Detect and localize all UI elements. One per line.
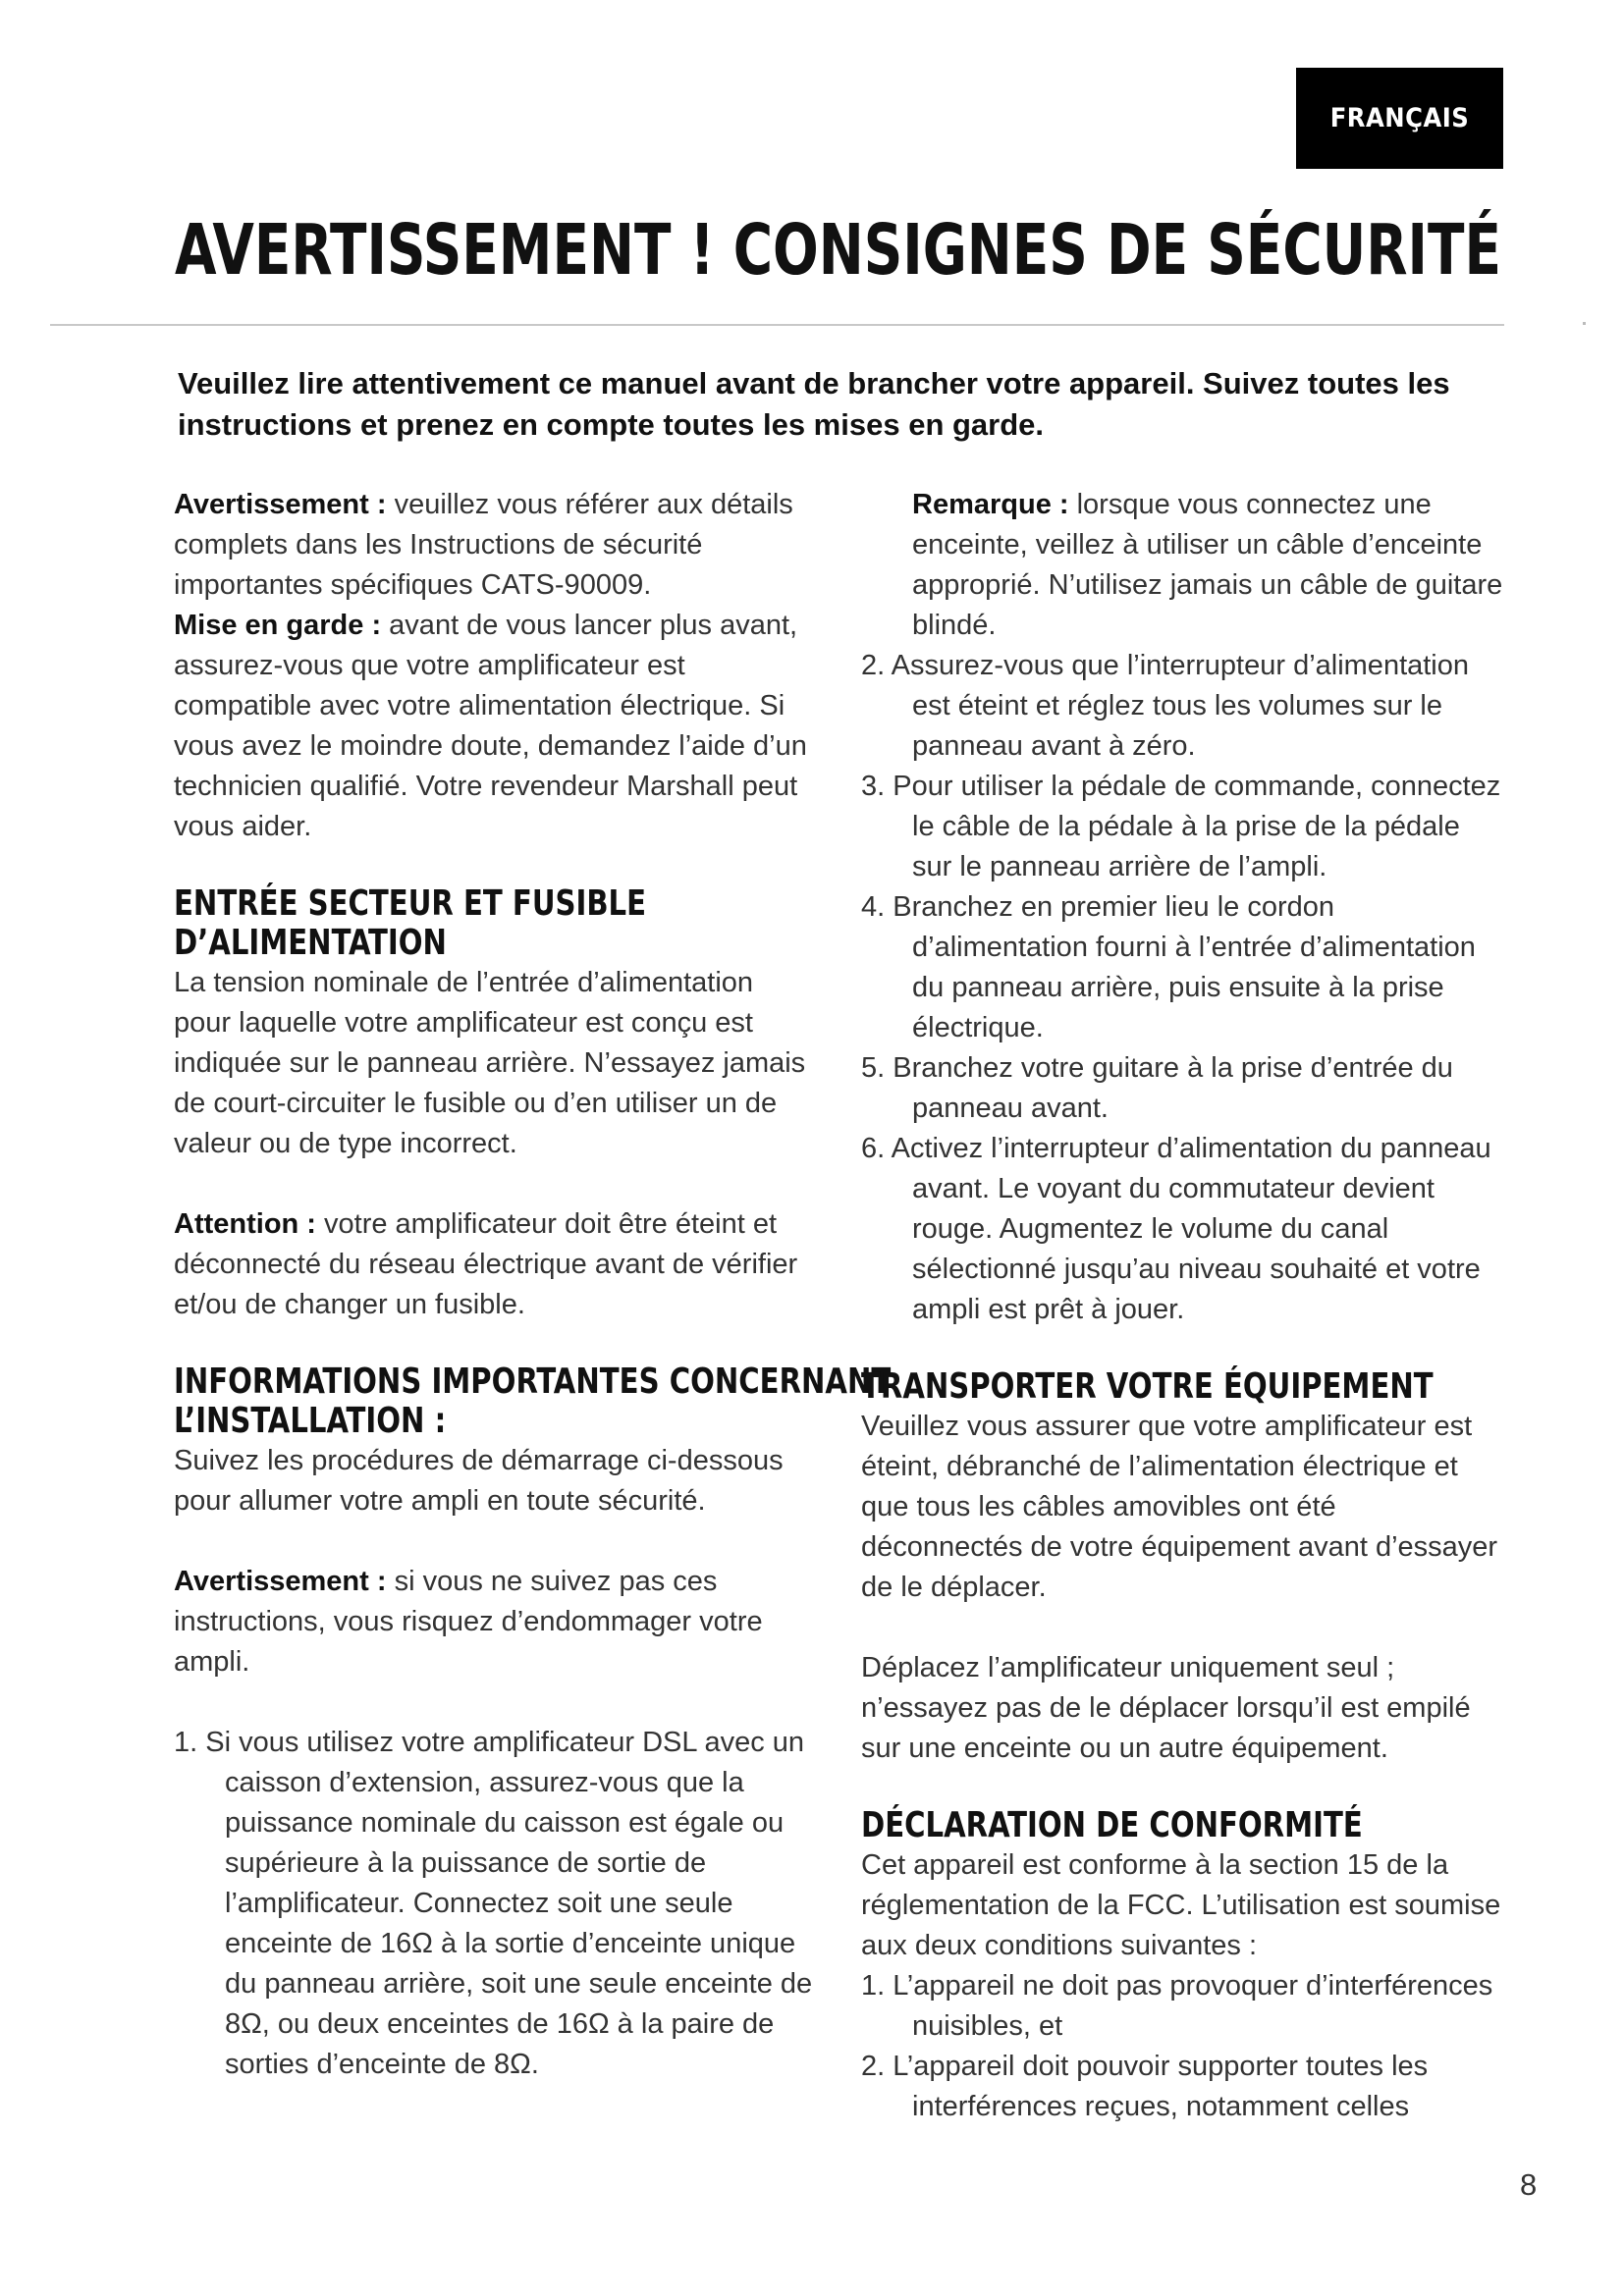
transport-text-2: Déplacez l’amplificateur uniquement seul ; n’essayez pas de le déplacer lorsqu’il est empilé sur une enceinte ou un autre équipement. xyxy=(861,1652,1471,1764)
transport-text-1: Veuillez vous assurer que votre amplificateur est éteint, débranché de l’alimentation électrique et que tous les câbles amovibles ont été déconnectés de votre équipement avant d’essayer de le déplacer. xyxy=(861,1411,1498,1603)
note-paragraph xyxy=(861,485,1504,646)
conformity-text: Cet appareil est conforme à la section 15 de la réglementation de la FCC. L’utilisation est soumise aux deux conditions suivantes : xyxy=(861,1849,1501,1961)
page-number: 8 xyxy=(1520,2167,1538,2202)
warning-paragraph xyxy=(174,485,817,606)
install-warning-text: si vous ne suivez pas ces instructions, vous risquez d’endommager votre ampli. xyxy=(174,1566,763,1678)
list-item xyxy=(861,2047,1504,2127)
list-item xyxy=(861,1966,1504,2047)
language-tab: FRANÇAIS xyxy=(1296,68,1503,169)
list-item xyxy=(861,1048,1504,1129)
mains-text: La tension nominale de l’entrée d’alimentation pour laquelle votre amplificateur est conçu est indiquée sur le panneau arrière. N’essayez jamais de court-circuiter le fusible ou d’en utiliser un de valeur ou de type incorrect. xyxy=(174,967,806,1159)
conditions-list xyxy=(861,1966,1504,2127)
intro-text: Veuillez lire attentivement ce manuel avant de brancher votre appareil. Suivez toutes les instructions et prenez en compte toutes les mises en garde. xyxy=(178,366,1450,442)
step-text: Pour utiliser la pédale de commande, connectez le câble de la pédale à la prise de la pédale sur le panneau arrière de l’ampli. xyxy=(893,771,1501,882)
caution-paragraph xyxy=(174,606,817,847)
list-item xyxy=(861,1129,1504,1330)
list-item xyxy=(861,767,1504,887)
caution-text: avant de vous lancer plus avant, assurez-vous que votre amplificateur est compatible avec votre alimentation électrique. Si vous avez le moindre doute, demandez l’aide d’un technicien qualifié. Votre revendeur Marshall peut vous aider. xyxy=(174,610,807,842)
condition-text: L’appareil ne doit pas provoquer d’interférences nuisibles, et xyxy=(893,1970,1493,2042)
transport-heading: TRANSPORTER VOTRE ÉQUIPEMENT xyxy=(861,1366,1434,1407)
note-label: Remarque : xyxy=(912,489,1069,520)
install-text: Suivez les procédures de démarrage ci-dessous pour allumer votre ampli en toute sécurité. xyxy=(174,1445,784,1517)
mains-heading xyxy=(174,884,753,963)
step-number: 1. xyxy=(174,1727,198,1758)
list-item xyxy=(174,1723,817,2085)
left-column xyxy=(174,485,892,2085)
warning-text: veuillez vous référer aux détails complets dans les Instructions de sécurité importantes spécifiques CATS-90009. xyxy=(174,489,793,601)
attention-paragraph xyxy=(174,1204,817,1325)
install-warning-paragraph xyxy=(174,1562,817,1682)
install-warning-label: Avertissement : xyxy=(174,1566,387,1597)
step-number: 3. xyxy=(861,771,886,802)
warning-label: Avertissement : xyxy=(174,489,387,520)
condition-text: L’appareil doit pouvoir supporter toutes les interférences reçues, notamment celles xyxy=(893,2051,1429,2122)
condition-number: 2. xyxy=(861,2051,886,2082)
conformity-heading: DÉCLARATION DE CONFORMITÉ xyxy=(861,1805,1363,1845)
title-divider xyxy=(50,324,1504,326)
install-heading-line1: INFORMATIONS IMPORTANTES CONCERNANT xyxy=(174,1362,892,1402)
right-column xyxy=(861,485,1504,2127)
decorative-dot xyxy=(1583,322,1586,325)
list-item xyxy=(861,646,1504,767)
step-text: Activez l’interrupteur d’alimentation du panneau avant. Le voyant du commutateur devient rouge. Augmentez le volume du canal sélectionné jusqu’au niveau souhaité et votre ampli est prêt à jouer. xyxy=(891,1133,1491,1325)
caution-label: Mise en garde : xyxy=(174,610,382,641)
install-heading-line2: L’INSTALLATION : xyxy=(174,1401,447,1441)
condition-number: 1. xyxy=(861,1970,886,2002)
step-text: Branchez votre guitare à la prise d’entrée du panneau avant. xyxy=(893,1052,1453,1124)
steps-list-right xyxy=(861,646,1504,1330)
step-number: 5. xyxy=(861,1052,886,1084)
step-text: Si vous utilisez votre amplificateur DSL avec un caisson d’extension, assurez-vous que la puissance nominale du caisson est égale ou supérieure à la puissance de sortie de l’amplificateur. Connectez soit une seule enceinte de 16Ω à la sortie d’enceinte unique du panneau arrière, soit une seule enceinte de 8Ω, ou deux enceintes de 16Ω à la paire de sorties d’enceinte de 8Ω. xyxy=(205,1727,813,2080)
note-text: lorsque vous connectez une enceinte, veillez à utiliser un câble d’enceinte approprié. N’utilisez jamais un câble de guitare blindé. xyxy=(912,489,1503,641)
attention-text: votre amplificateur doit être éteint et déconnecté du réseau électrique avant de vérifier et/ou de changer un fusible. xyxy=(174,1208,798,1320)
step-number: 6. xyxy=(861,1133,886,1164)
step-text: Assurez-vous que l’interrupteur d’alimentation est éteint et réglez tous les volumes sur le panneau avant à zéro. xyxy=(891,650,1470,762)
step-number: 2. xyxy=(861,650,886,681)
steps-list-left xyxy=(174,1723,817,2085)
list-item xyxy=(861,887,1504,1048)
attention-label: Attention : xyxy=(174,1208,316,1240)
page-title: AVERTISSEMENT ! CONSIGNES DE SÉCURITÉ xyxy=(175,209,1501,291)
install-heading xyxy=(174,1362,892,1441)
step-text: Branchez en premier lieu le cordon d’alimentation fourni à l’entrée d’alimentation du panneau arrière, puis ensuite à la prise électrique. xyxy=(893,891,1476,1043)
mains-heading-line2: D’ALIMENTATION xyxy=(174,923,447,963)
mains-heading-line1: ENTRÉE SECTEUR ET FUSIBLE xyxy=(174,883,647,924)
step-number: 4. xyxy=(861,891,886,923)
